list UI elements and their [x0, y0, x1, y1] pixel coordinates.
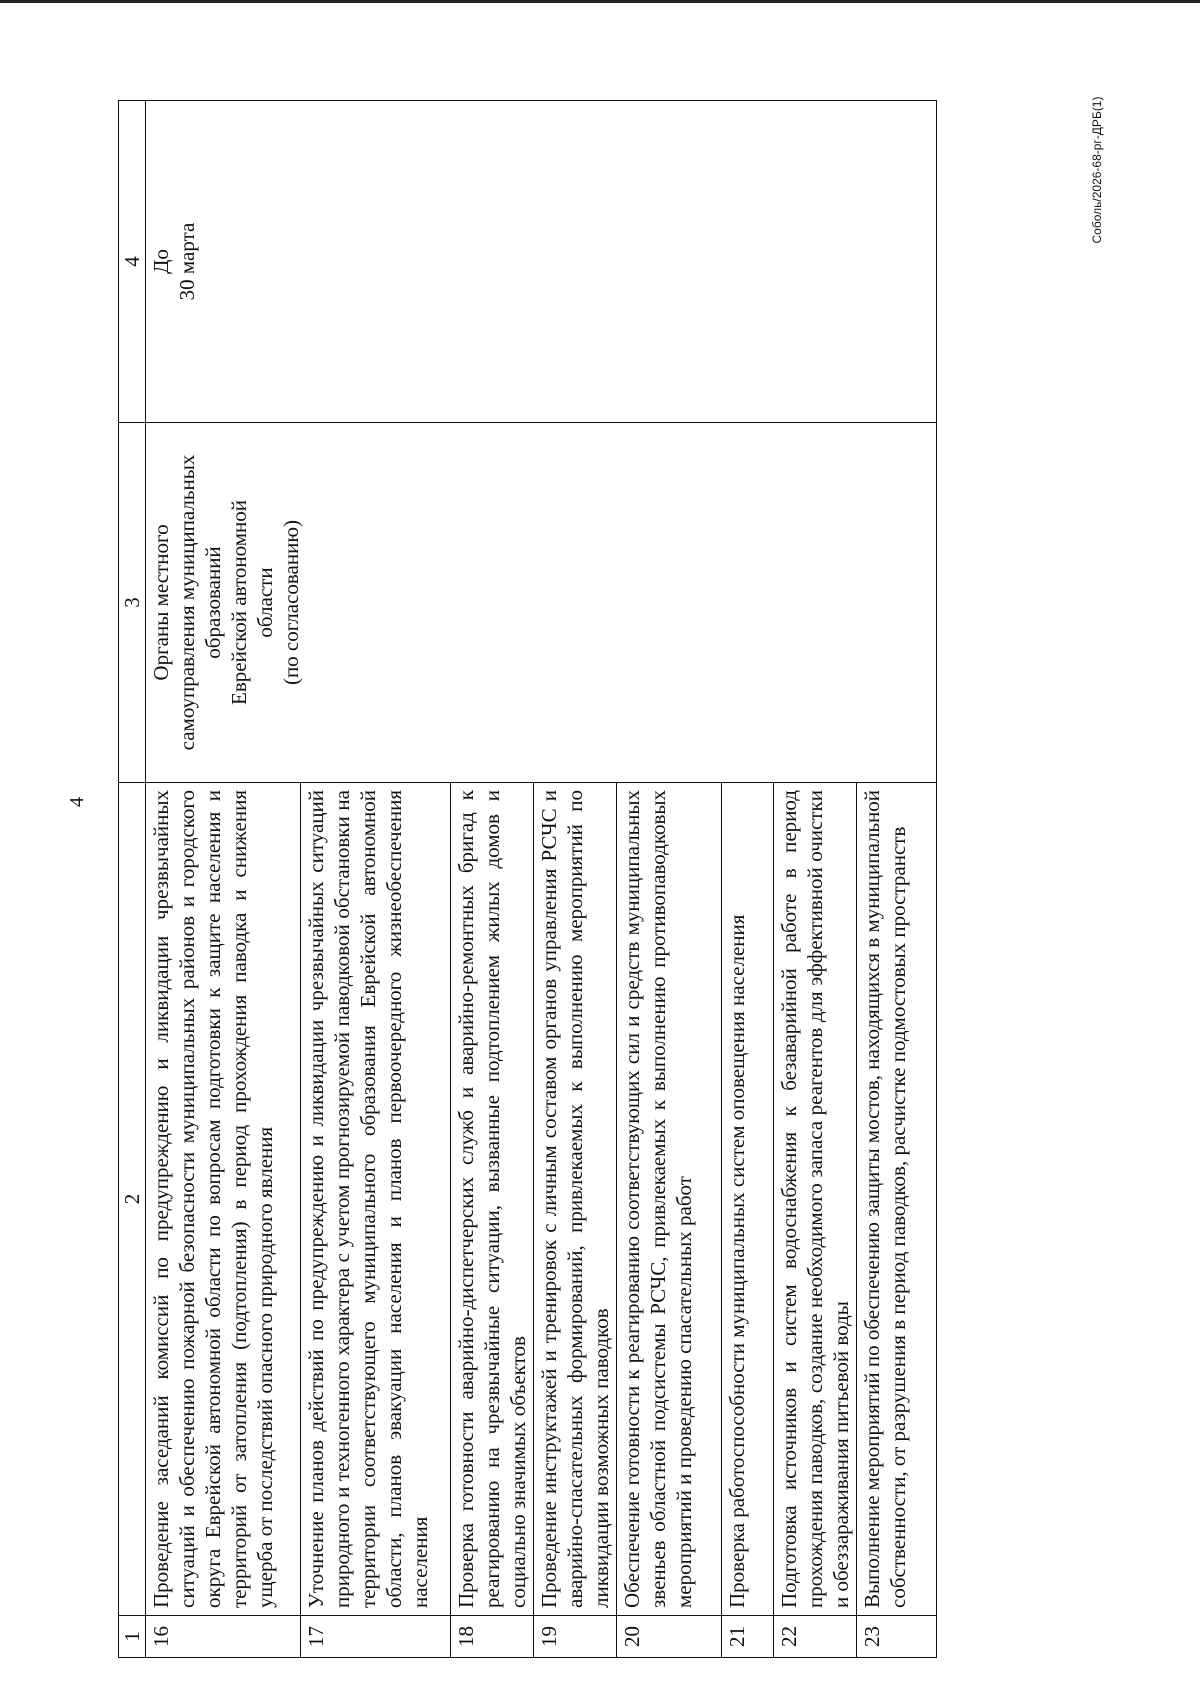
column-header-3: 3 [119, 423, 146, 783]
row-number: 22 [774, 1616, 857, 1658]
responsible-line: области [253, 567, 277, 638]
responsible-cell [146, 423, 937, 783]
row-number: 16 [146, 1616, 301, 1658]
rotated-table-content [118, 95, 1035, 1658]
activity-text: Проведение инструктажей и тренировок с личным составом органов управления РСЧС и аварийно-спасательных формирований, привлекаемых к выполнению мероприятий по ликвидации возможных паводков [534, 783, 617, 1616]
row-number: 18 [451, 1616, 534, 1658]
column-header-2: 2 [119, 783, 146, 1616]
page-number: 4 [66, 797, 88, 807]
activity-text: Обеспечение готовности к реагированию соответствующих сил и средств муниципальных звеньев областной подсистемы РСЧС, привлекаемых к выполнению противопаводковых мероприятий и проведению спасательных работ [617, 783, 722, 1616]
row-number: 17 [301, 1616, 451, 1658]
deadline-line: До [149, 249, 173, 274]
activity-text: Уточнение планов действий по предупреждению и ликвидации чрезвычайных ситуаций природного и техногенного характера с учетом прогнозируемой паводковой обстановки на территории соответствующего муниципального образования Еврейской автономной области, планов эвакуации населения и планов первоочередного жизнеобеспечения населения [301, 783, 451, 1616]
deadline-cell [146, 101, 937, 423]
rotated-table-frame [118, 95, 1035, 1658]
activity-text: Подготовка источников и систем водоснабжения к безаварийной работе в период прохождения паводков, создание необходимого запаса реагентов для эффективной очистки и обеззараживания питьевой воды [774, 783, 857, 1616]
responsible-line: образований [201, 546, 225, 659]
responsible-line: самоуправления муниципальных [175, 454, 199, 751]
row-number: 20 [617, 1616, 722, 1658]
column-header-1: 1 [119, 1616, 146, 1658]
row-number: 21 [722, 1616, 774, 1658]
activity-text: Выполнение мероприятий по обеспечению защиты мостов, находящихся в муниципальной собственности, от разрушения в период паводков, расчистке подмостовых пространств [857, 783, 937, 1616]
responsible-line: Органы местного [149, 524, 173, 681]
responsible-line: (по согласованию) [279, 519, 303, 686]
activity-table [118, 100, 937, 1658]
column-header-4: 4 [119, 101, 146, 423]
activity-text: Проверка работоспособности муниципальных систем оповещения населения [722, 783, 774, 1616]
table-row [146, 101, 301, 1658]
deadline-line: 30 марта [175, 222, 199, 301]
scan-edge-line [0, 0, 1200, 3]
row-number: 23 [857, 1616, 937, 1658]
activity-text: Проведение заседаний комиссий по предупреждению и ликвидации чрезвычайных ситуаций и обеспечению пожарной безопасности муниципальных районов и городского округа Еврейской автономной области по вопросам подготовки к защите населения и территорий от затопления (подтопления) в период прохождения паводка и снижения ущерба от последствий опасного природного явления [146, 783, 301, 1616]
column-number-row [119, 101, 146, 1658]
document-code: Соболь/2026-68-рг-ДРБ(1) [1090, 96, 1104, 244]
responsible-line: Еврейской автономной [227, 500, 251, 705]
row-number: 19 [534, 1616, 617, 1658]
activity-text: Проверка готовности аварийно-диспетчерских служб и аварийно-ремонтных бригад к реагированию на чрезвычайные ситуации, вызванные подтоплением жилых домов и социально значимых объектов [451, 783, 534, 1616]
